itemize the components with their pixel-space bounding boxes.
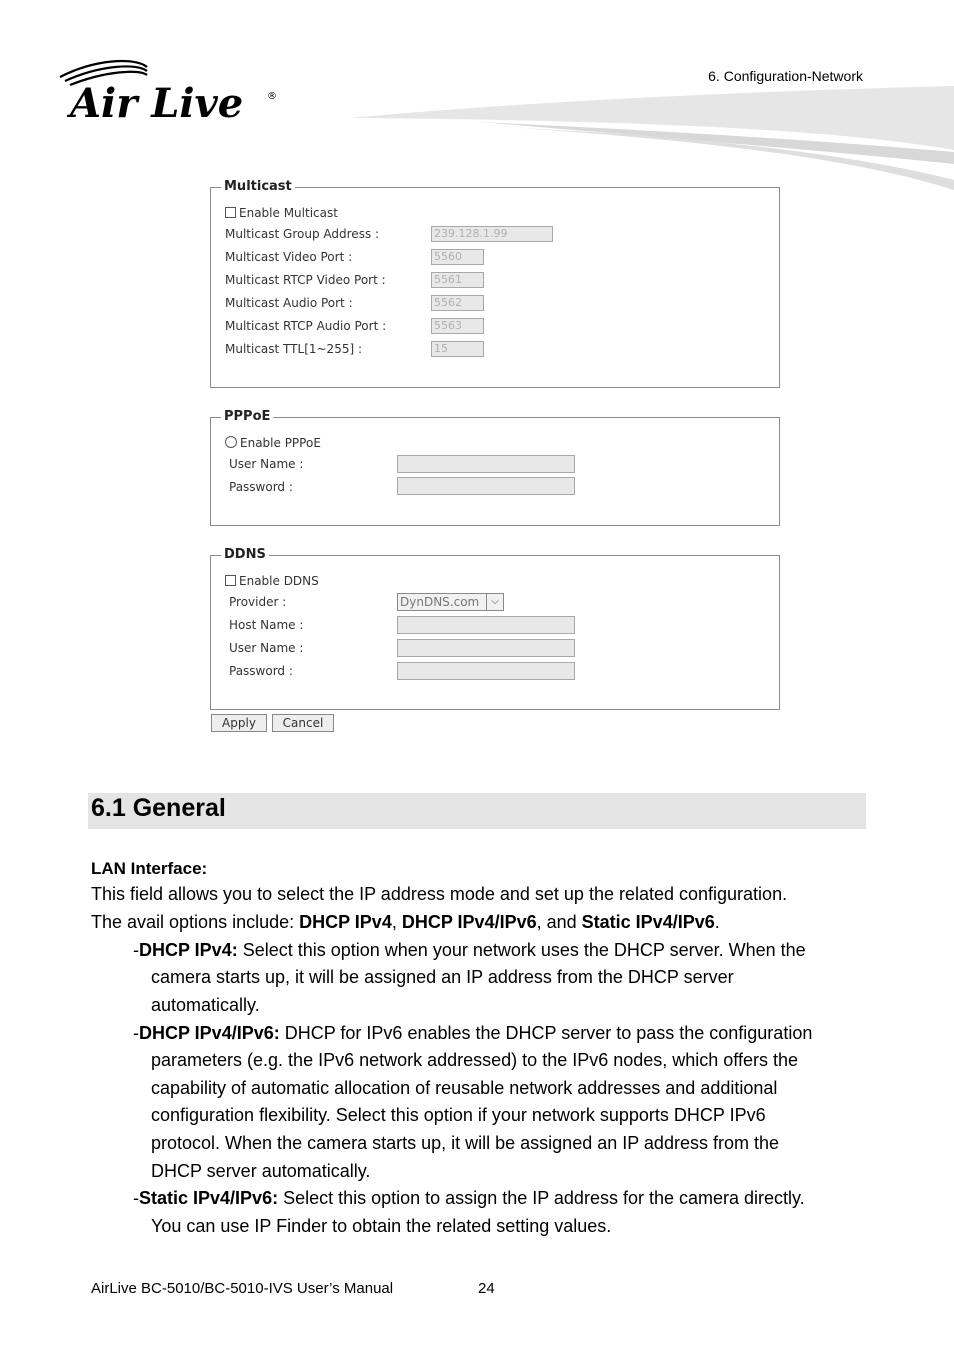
bullet-text: Select this option to assign the IP address for the camera directly. [278,1188,805,1208]
footer-manual-title: AirLive BC-5010/BC-5010-IVS User’s Manual [91,1280,394,1297]
pppoe-password-label: Password : [229,480,293,494]
pppoe-legend: PPPoE [221,409,273,424]
chevron-down-icon[interactable]: ⌵ [486,594,503,610]
section-heading-bar [88,793,866,829]
pppoe-password-input[interactable] [397,477,575,495]
ddns-legend: DDNS [221,547,269,562]
ddns-username-label: User Name : [229,641,304,655]
enable-multicast-label: Enable Multicast [239,206,338,220]
multicast-ttl-input[interactable]: 15 [431,341,484,357]
enable-ddns-row[interactable] [225,572,319,590]
bullet-line: automatically. [151,995,260,1015]
bullet-dash: - [133,1023,139,1043]
intro-line-1: This field allows you to select the IP address mode and set up the related configuration. [91,884,788,904]
intro-sep-1: , [391,912,402,932]
svg-text:Air Live: Air Live [70,80,244,125]
ddns-hostname-input[interactable] [397,616,575,634]
multicast-group-address-label: Multicast Group Address : [225,227,380,241]
multicast-legend: Multicast [221,179,295,194]
bullet-line: You can use IP Finder to obtain the related setting values. [151,1216,612,1236]
pppoe-group [210,409,780,526]
bullet-term: DHCP IPv4/IPv6: [139,1023,280,1043]
bullet-text: DHCP for IPv6 enables the DHCP server to pass the configuration [279,1023,813,1043]
settings-screenshot [210,180,782,732]
ddns-group [210,547,780,710]
ddns-provider-label: Provider : [229,595,287,609]
bullet-line: DHCP server automatically. [151,1161,371,1181]
multicast-rtcp-audio-port-input[interactable]: 5563 [431,318,484,334]
bullet-dhcp-ipv4-ipv6 [133,1020,812,1048]
ddns-username-input[interactable] [397,639,575,657]
enable-ddns-label: Enable DDNS [239,574,319,588]
enable-pppoe-label: Enable PPPoE [240,436,321,450]
bullet-dash: - [133,940,139,960]
bullet-dhcp-ipv4 [133,937,806,965]
bullet-term: Static IPv4/IPv6: [139,1188,279,1208]
option-static: Static IPv4/IPv6 [581,912,715,932]
option-dhcp-ipv4: DHCP IPv4 [299,912,392,932]
bullet-dash: - [133,1188,139,1208]
ddns-password-label: Password : [229,664,293,678]
bullet-line: capability of automatic allocation of reusable network addresses and additional [151,1078,778,1098]
intro-sep-2: , and [536,912,582,932]
bullet-text: Select this option when your network uses the DHCP server. When the [237,940,806,960]
bullet-line: configuration flexibility. Select this option if your network supports DHCP IPv6 [151,1105,766,1125]
intro-line-2 [91,909,720,937]
multicast-rtcp-audio-port-label: Multicast RTCP Audio Port : [225,319,387,333]
bullet-static [133,1185,805,1213]
intro-prefix: The avail options include: [91,912,300,932]
bullet-line: protocol. When the camera starts up, it will be assigned an IP address from the [151,1133,779,1153]
ddns-hostname-label: Host Name : [229,618,304,632]
airlive-logo [55,55,295,125]
enable-multicast-checkbox[interactable] [225,207,236,218]
section-title: 6.1 General [91,794,226,822]
multicast-group-address-input[interactable]: 239.128.1.99 [431,226,553,242]
multicast-ttl-label: Multicast TTL[1~255] : [225,342,363,356]
bullet-line: parameters (e.g. the IPv6 network addressed) to the IPv6 nodes, which offers the [151,1050,799,1070]
multicast-video-port-input[interactable]: 5560 [431,249,484,265]
svg-text:®: ® [267,91,277,102]
ddns-provider-select[interactable] [397,593,504,611]
lan-interface-subheading: LAN Interface: [91,859,208,878]
multicast-video-port-label: Multicast Video Port : [225,250,353,264]
enable-pppoe-row[interactable] [225,434,321,452]
page-number: 24 [478,1280,495,1297]
enable-pppoe-radio[interactable] [225,436,237,448]
bullet-term: DHCP IPv4: [139,940,238,960]
enable-ddns-checkbox[interactable] [225,575,236,586]
intro-end: . [714,912,720,932]
enable-multicast-row[interactable] [225,204,338,222]
multicast-rtcp-video-port-label: Multicast RTCP Video Port : [225,273,386,287]
multicast-audio-port-input[interactable]: 5562 [431,295,484,311]
multicast-rtcp-video-port-input[interactable]: 5561 [431,272,484,288]
bullet-line: camera starts up, it will be assigned an IP address from the DHCP server [151,967,734,987]
option-dhcp-ipv4-ipv6: DHCP IPv4/IPv6 [401,912,537,932]
pppoe-username-label: User Name : [229,457,304,471]
cancel-button[interactable]: Cancel [272,714,334,732]
pppoe-username-input[interactable] [397,455,575,473]
ddns-password-input[interactable] [397,662,575,680]
multicast-audio-port-label: Multicast Audio Port : [225,296,353,310]
ddns-provider-value: DynDNS.com [400,595,480,609]
apply-button[interactable]: Apply [211,714,267,732]
multicast-group [210,179,780,388]
chapter-title: 6. Configuration-Network [708,68,863,84]
